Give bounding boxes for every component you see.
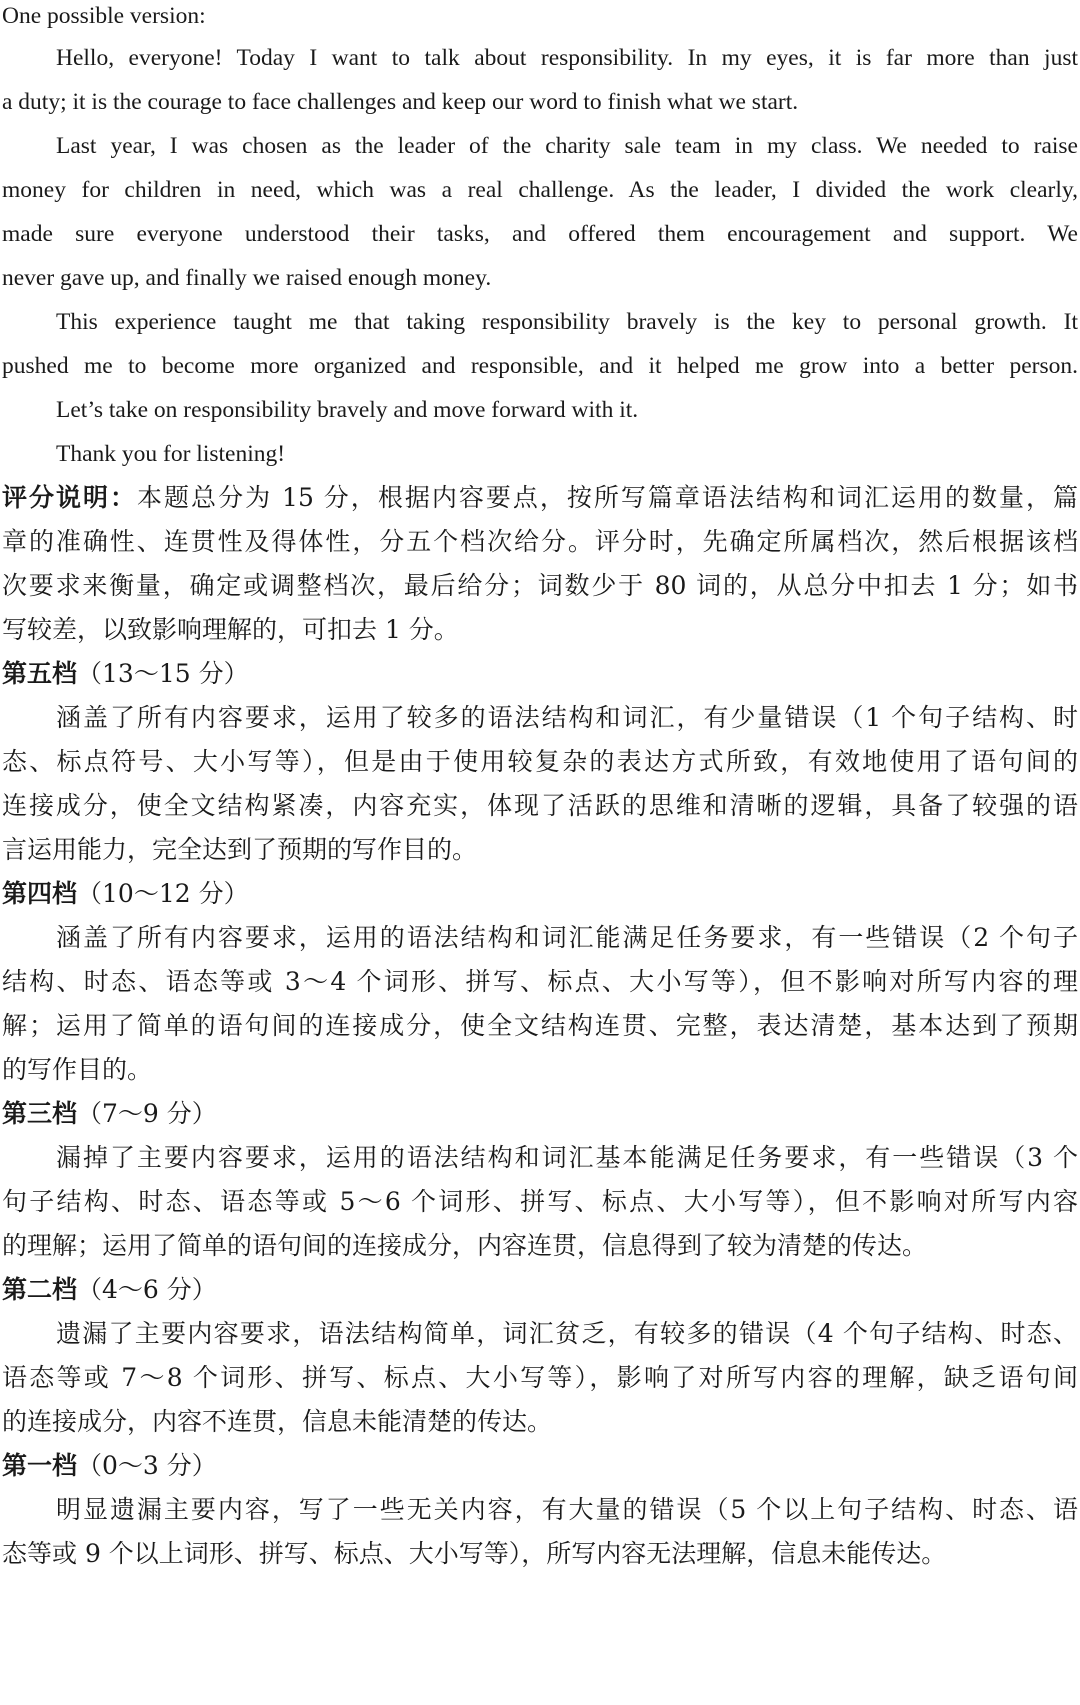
scoring-label: 评分说明： (2, 483, 138, 512)
sample-line: never gave up, and finally we raised enough money. (2, 265, 492, 291)
tier-heading (2, 1450, 1078, 1486)
tier-title: 第三档 (2, 1099, 78, 1128)
tier-title: 第五档 (2, 659, 78, 688)
tier-line: 涵盖了所有内容要求，运用了较多的语法结构和词汇，有少量错误（1 个句子结构、时 (56, 703, 1078, 732)
tier-line: 结构、时态、语态等或 3～4 个词形、拼写、标点、大小写等），但不影响对所写内容的理 (2, 967, 1078, 996)
sample-line: pushed me to become more organized and responsible, and it helped me grow into a better person. (2, 353, 1078, 379)
sample-heading: One possible version: (2, 3, 206, 29)
tier-line: 句子结构、时态、语态等或 5～6 个词形、拼写、标点、大小写等），但不影响对所写内容 (2, 1187, 1078, 1216)
scoring-line: 章的准确性、连贯性及得体性，分五个档次给分。评分时，先确定所属档次，然后根据该档 (2, 527, 1078, 556)
tier-range: （13～15 分） (77, 659, 249, 688)
tier-line: 的连接成分，内容不连贯，信息未能清楚的传达。 (2, 1407, 553, 1436)
tier-line: 遗漏了主要内容要求，语法结构简单，词汇贫乏，有较多的错误（4 个句子结构、时态、 (56, 1319, 1078, 1348)
scoring-line (2, 482, 1078, 518)
tier-heading (2, 1274, 1078, 1310)
tier-heading (2, 1098, 1078, 1134)
tier-heading (2, 878, 1078, 914)
scoring-line: 写较差，以致影响理解的，可扣去 1 分。 (2, 615, 459, 644)
scoring-text: 本题总分为 15 分，根据内容要点，按所写篇章语法结构和词汇运用的数量，篇 (137, 483, 1078, 512)
tier-title: 第一档 (2, 1451, 78, 1480)
tier-line: 明显遗漏主要内容，写了一些无关内容，有大量的错误（5 个以上句子结构、时态、语 (56, 1495, 1078, 1524)
tier-line: 连接成分，使全文结构紧凑，内容充实，体现了活跃的思维和清晰的逻辑，具备了较强的语 (2, 791, 1078, 820)
sample-line: a duty; it is the courage to face challenges and keep our word to finish what we start. (2, 89, 799, 115)
tier-line: 态等或 9 个以上词形、拼写、标点、大小写等），所写内容无法理解，信息未能传达。 (2, 1539, 947, 1568)
sample-line: Let’s take on responsibility bravely and move forward with it. (56, 397, 639, 423)
tier-range: （7～9 分） (77, 1099, 217, 1128)
scoring-line: 次要求来衡量，确定或调整档次，最后给分；词数少于 80 词的，从总分中扣去 1 分；如书 (2, 571, 1078, 600)
sample-line: Hello, everyone! Today I want to talk about responsibility. In my eyes, it is far more than just (56, 45, 1078, 71)
tier-line: 的理解；运用了简单的语句间的连接成分，内容连贯，信息得到了较为清楚的传达。 (2, 1231, 928, 1260)
tier-range: （0～3 分） (77, 1451, 217, 1480)
tier-title: 第二档 (2, 1275, 78, 1304)
tier-line: 的写作目的。 (2, 1055, 153, 1084)
tier-line: 漏掉了主要内容要求，运用的语法结构和词汇基本能满足任务要求，有一些错误（3 个 (56, 1143, 1078, 1172)
tier-line: 言运用能力，完全达到了预期的写作目的。 (2, 835, 478, 864)
tier-line: 语态等或 7～8 个词形、拼写、标点、大小写等），影响了对所写内容的理解，缺乏语句间 (2, 1363, 1078, 1392)
sample-line: This experience taught me that taking responsibility bravely is the key to personal growth. It (56, 309, 1078, 335)
sample-line: Thank you for listening! (56, 441, 286, 467)
tier-line: 涵盖了所有内容要求，运用的语法结构和词汇能满足任务要求，有一些错误（2 个句子 (56, 923, 1078, 952)
tier-title: 第四档 (2, 879, 78, 908)
tier-range: （10～12 分） (77, 879, 249, 908)
sample-line: made sure everyone understood their tasks, and offered them encouragement and support. We (2, 221, 1078, 247)
tier-line: 态、标点符号、大小写等），但是由于使用较复杂的表达方式所致，有效地使用了语句间的 (2, 747, 1078, 776)
sample-line: money for children in need, which was a real challenge. As the leader, I divided the work clearly, (2, 177, 1078, 203)
tier-range: （4～6 分） (77, 1275, 217, 1304)
tier-heading (2, 658, 1078, 694)
tier-line: 解；运用了简单的语句间的连接成分，使全文结构连贯、完整，表达清楚，基本达到了预期 (2, 1011, 1078, 1040)
sample-line: Last year, I was chosen as the leader of the charity sale team in my class. We needed to raise (56, 133, 1078, 159)
